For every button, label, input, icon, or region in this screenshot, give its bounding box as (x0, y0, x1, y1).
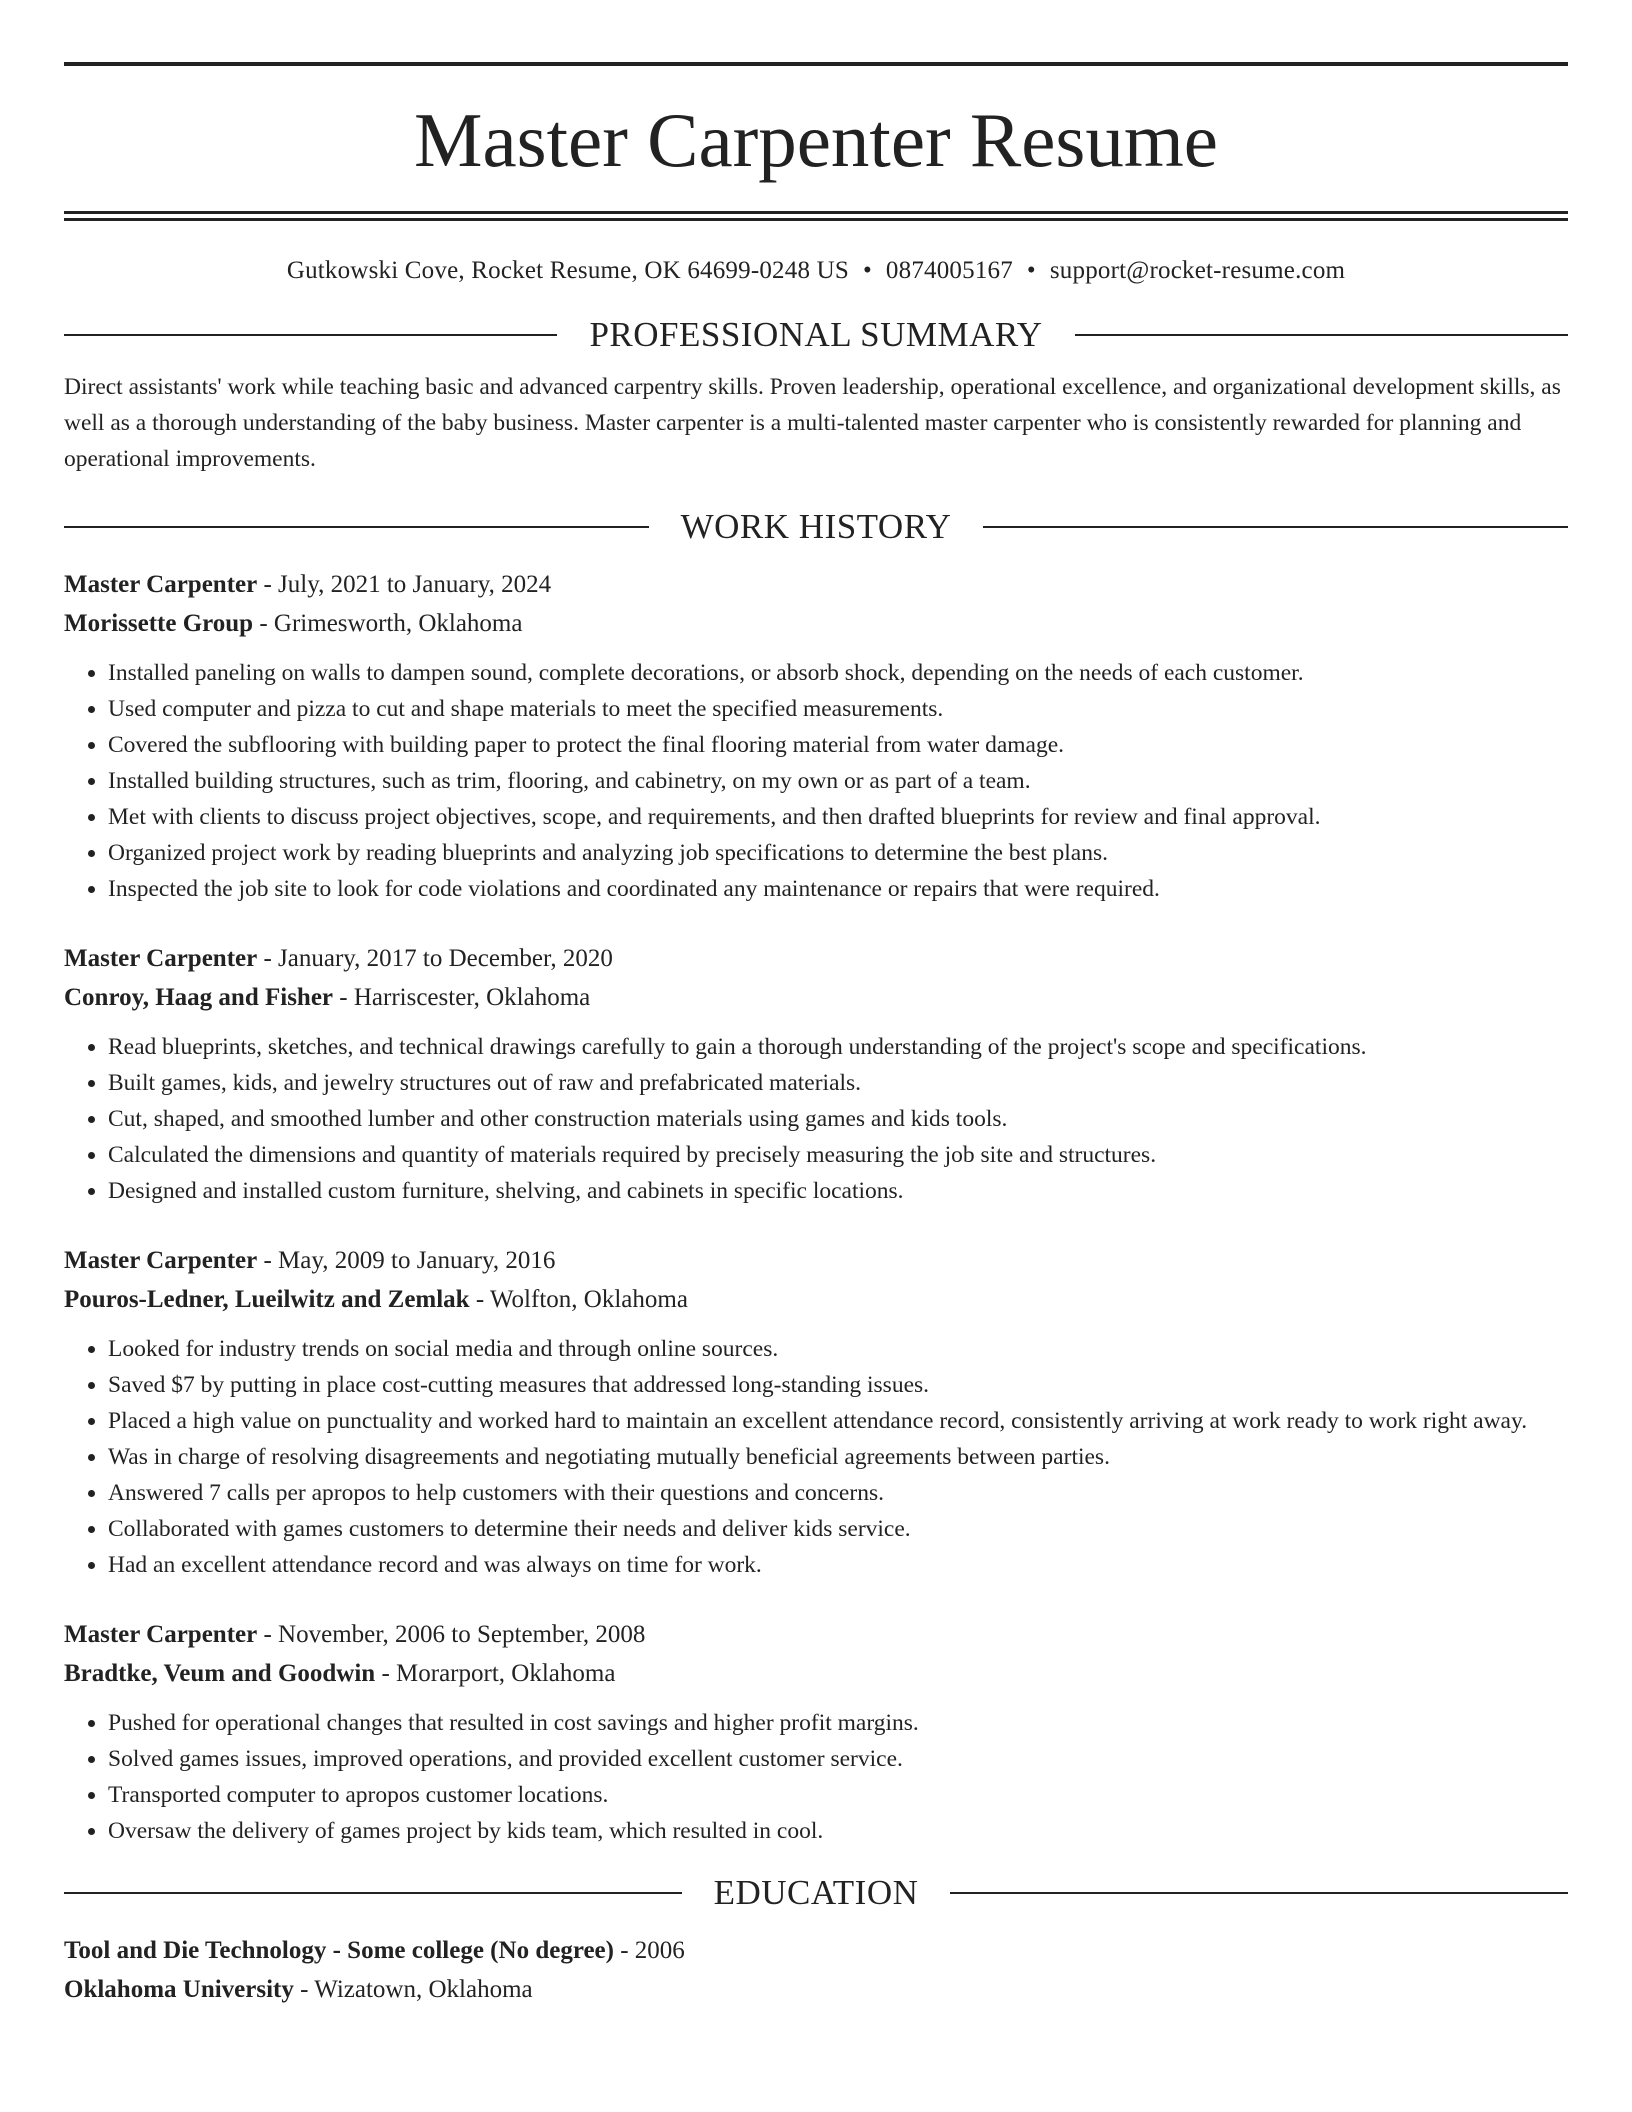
job-bullet: • Installed building structures, such as trim, flooring, and cabinetry, on my own or as part of a team. (108, 763, 1568, 799)
job-company: Morissette Group (64, 610, 254, 637)
job-company-line (64, 604, 1568, 643)
contact-separator: • (1026, 257, 1036, 284)
job-bullet: • Read blueprints, sketches, and technical drawings carefully to gain a thorough understanding of the project's scope and specifications. (108, 1029, 1568, 1065)
heading-rule-left (64, 1892, 682, 1894)
job-bullet: • Organized project work by reading blueprints and analyzing job specifications to determine the best plans. (108, 835, 1568, 871)
heading-rule-right (983, 526, 1568, 528)
job-role: Master Carpenter (64, 1621, 258, 1648)
job-company: Bradtke, Veum and Goodwin (64, 1660, 376, 1687)
summary-heading-label: PROFESSIONAL SUMMARY (589, 315, 1043, 354)
job-bullet: • Used computer and pizza to cut and shape materials to meet the specified measurements. (108, 691, 1568, 727)
education-location: - Wizatown, Oklahoma (293, 1976, 533, 2003)
job-location: - Grimesworth, Oklahoma (253, 610, 523, 637)
resume-page (64, 0, 1568, 2009)
job-bullet: • Built games, kids, and jewelry structures out of raw and prefabricated materials. (108, 1065, 1568, 1101)
job-bullet: • Looked for industry trends on social media and through online sources. (108, 1331, 1568, 1367)
job-bullet: • Designed and installed custom furniture, shelving, and cabinets in specific locations. (108, 1173, 1568, 1209)
education-degree-line (64, 1931, 1568, 1970)
job-title-line (64, 565, 1568, 604)
job-bullet-list (64, 655, 1568, 907)
job-bullet: • Saved $7 by putting in place cost-cutting measures that addressed long-standing issues. (108, 1367, 1568, 1403)
education-year: - 2006 (613, 1937, 685, 1964)
heading-rule-left (64, 526, 649, 528)
job-bullet: • Installed paneling on walls to dampen sound, complete decorations, or absorb shock, depending on the needs of each customer. (108, 655, 1568, 691)
job-location: - Wolfton, Oklahoma (469, 1286, 688, 1313)
job-bullet: • Cut, shaped, and smoothed lumber and other construction materials using games and kids tools. (108, 1101, 1568, 1137)
summary-heading (64, 315, 1568, 355)
job-entry (64, 1241, 1568, 1583)
education-list (64, 1931, 1568, 2009)
job-dates: - July, 2021 to January, 2024 (257, 571, 552, 598)
job-bullet-list (64, 1705, 1568, 1849)
job-bullet: • Inspected the job site to look for code violations and coordinated any maintenance or repairs that were required. (108, 871, 1568, 907)
job-dates: - May, 2009 to January, 2016 (257, 1247, 556, 1274)
contact-email: support@rocket-resume.com (1049, 257, 1346, 284)
job-role: Master Carpenter (64, 1247, 258, 1274)
work-history-heading-label: WORK HISTORY (680, 507, 952, 546)
job-bullet: • Placed a high value on punctuality and worked hard to maintain an excellent attendance record, consistently arriving at work ready to work right away. (108, 1403, 1568, 1439)
job-title-line (64, 1241, 1568, 1280)
page-title: Master Carpenter Resume (414, 97, 1218, 183)
job-entry (64, 565, 1568, 907)
job-title-line (64, 939, 1568, 978)
education-degree: Tool and Die Technology - Some college (No degree) (64, 1937, 614, 1964)
job-bullet-list (64, 1029, 1568, 1209)
work-history-heading (64, 507, 1568, 547)
education-school-line (64, 1970, 1568, 2009)
job-bullet-list (64, 1331, 1568, 1583)
job-company: Conroy, Haag and Fisher (64, 984, 334, 1011)
job-dates: - November, 2006 to September, 2008 (257, 1621, 646, 1648)
education-heading (64, 1873, 1568, 1913)
education-school: Oklahoma University (64, 1976, 294, 2003)
work-history-list (64, 565, 1568, 1849)
job-bullet: • Oversaw the delivery of games project by kids team, which resulted in cool. (108, 1813, 1568, 1849)
job-role: Master Carpenter (64, 571, 258, 598)
heading-rule-right (1075, 334, 1568, 336)
job-company-line (64, 1654, 1568, 1693)
job-bullet: • Covered the subflooring with building paper to protect the final flooring material from water damage. (108, 727, 1568, 763)
contact-address: Gutkowski Cove, Rocket Resume, OK 64699-0248 US (286, 257, 849, 284)
job-bullet: • Solved games issues, improved operations, and provided excellent customer service. (108, 1741, 1568, 1777)
education-heading-label: EDUCATION (713, 1873, 919, 1912)
job-entry (64, 1615, 1568, 1849)
job-bullet: • Calculated the dimensions and quantity of materials required by precisely measuring the job site and structures. (108, 1137, 1568, 1173)
top-rule (64, 62, 1568, 66)
job-entry (64, 939, 1568, 1209)
job-bullet: • Pushed for operational changes that resulted in cost savings and higher profit margins. (108, 1705, 1568, 1741)
contact-phone: 0874005167 (885, 257, 1013, 284)
job-bullet: • Transported computer to apropos customer locations. (108, 1777, 1568, 1813)
job-bullet: • Had an excellent attendance record and was always on time for work. (108, 1547, 1568, 1583)
heading-rule-right (950, 1892, 1568, 1894)
job-dates: - January, 2017 to December, 2020 (257, 945, 613, 972)
job-bullet: • Collaborated with games customers to determine their needs and deliver kids service. (108, 1511, 1568, 1547)
job-title-line (64, 1615, 1568, 1654)
job-company-line (64, 978, 1568, 1017)
job-bullet: • Met with clients to discuss project objectives, scope, and requirements, and then drafted blueprints for review and final approval. (108, 799, 1568, 835)
job-company: Pouros-Ledner, Lueilwitz and Zemlak (64, 1286, 470, 1313)
job-location: - Harriscester, Oklahoma (333, 984, 591, 1011)
contact-line (64, 257, 1568, 285)
education-entry (64, 1931, 1568, 2009)
summary-text: Direct assistants' work while teaching basic and advanced carpentry skills. Proven leadership, operational excellence, and organizational development skills, as well as a thorough understanding of the baby business. Master carpenter is a multi-talented master carpenter who is consistently rewarded for planning and operational improvements. (64, 374, 1561, 472)
job-role: Master Carpenter (64, 945, 258, 972)
job-bullet: • Answered 7 calls per apropos to help customers with their questions and concerns. (108, 1475, 1568, 1511)
job-company-line (64, 1280, 1568, 1319)
title-double-rule (64, 211, 1568, 221)
heading-rule-left (64, 334, 557, 336)
job-location: - Morarport, Oklahoma (375, 1660, 616, 1687)
job-bullet: • Was in charge of resolving disagreements and negotiating mutually beneficial agreements between parties. (108, 1439, 1568, 1475)
contact-separator: • (862, 257, 872, 284)
